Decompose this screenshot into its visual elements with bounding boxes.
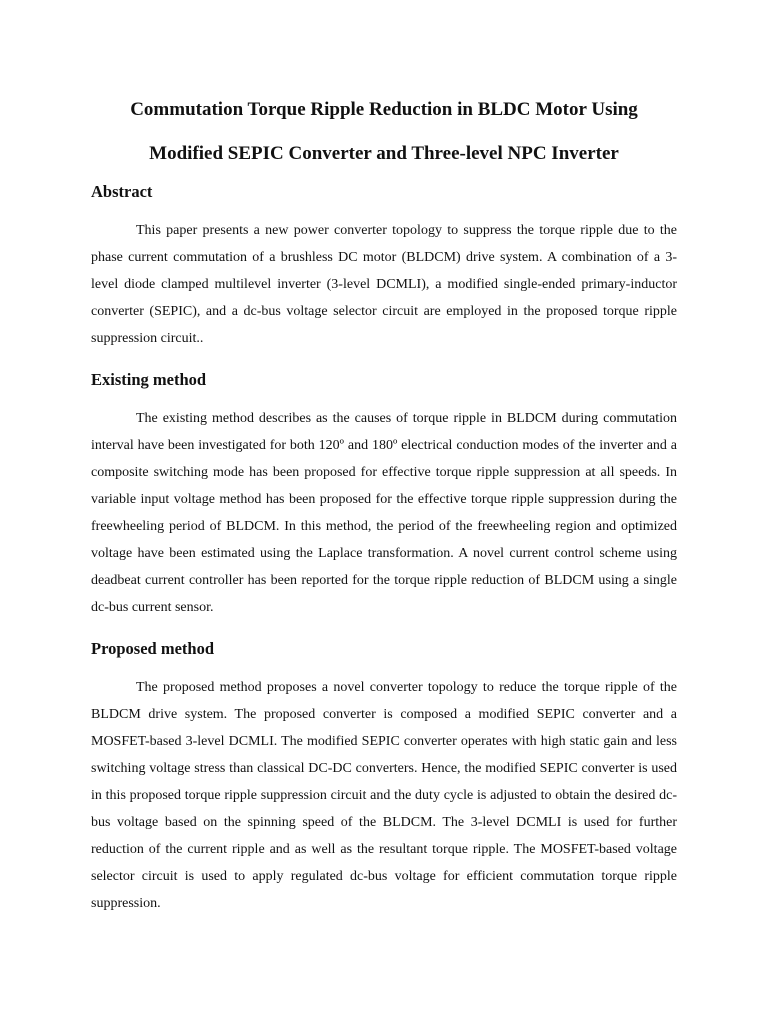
proposed-method-paragraph: The proposed method proposes a novel converter topology to reduce the torque ripple of the BLDCM drive system. The proposed converter is composed a modified SEPIC converter and a MOSFET-based 3-level DCMLI. The modified SEPIC converter operates with high static gain and less switching voltage stress than classical DC-DC converters. Hence, the modified SEPIC converter is used in this proposed torque ripple suppression circuit and the duty cycle is adjusted to obtain the desired dc-bus voltage based on the spinning speed of the BLDCM. The 3-level DCMLI is used for further reduction of the current ripple and as well as the resultant torque ripple. The MOSFET-based voltage selector circuit is used to apply regulated dc-bus voltage for efficient commutation torque ripple suppression. bbox=[91, 680, 677, 911]
proposed-method-heading: Proposed method bbox=[91, 639, 214, 658]
abstract-section bbox=[91, 178, 677, 352]
existing-method-section bbox=[91, 366, 677, 621]
existing-method-paragraph: The existing method describes as the causes of torque ripple in BLDCM during commutation interval have been investigated for both 120º and 180º electrical conduction modes of the inverter and a composite switching mode has been proposed for effective torque ripple suppression at all speeds. In variable input voltage method has been proposed for the effective torque ripple suppression during the freewheeling period of BLDCM. In this method, the period of the freewheeling region and optimized voltage have been estimated using the Laplace transformation. A novel current control scheme using deadbeat current controller has been reported for the torque ripple reduction of BLDCM using a single dc-bus current sensor. bbox=[91, 411, 677, 615]
abstract-paragraph: This paper presents a new power converter topology to suppress the torque ripple due to the phase current commutation of a brushless DC motor (BLDCM) drive system. A combination of a 3-level diode clamped multilevel inverter (3-level DCMLI), a modified single-ended primary-inductor converter (SEPIC), and a dc-bus voltage selector circuit are employed in the proposed torque ripple suppression circuit.. bbox=[91, 223, 677, 346]
proposed-method-section bbox=[91, 635, 677, 917]
title-line-1: Commutation Torque Ripple Reduction in BLDC Motor Using bbox=[130, 99, 638, 120]
abstract-heading: Abstract bbox=[91, 182, 153, 201]
existing-method-heading: Existing method bbox=[91, 370, 207, 389]
paper-title bbox=[91, 88, 677, 176]
title-line-2: Modified SEPIC Converter and Three-level NPC Inverter bbox=[149, 143, 619, 164]
